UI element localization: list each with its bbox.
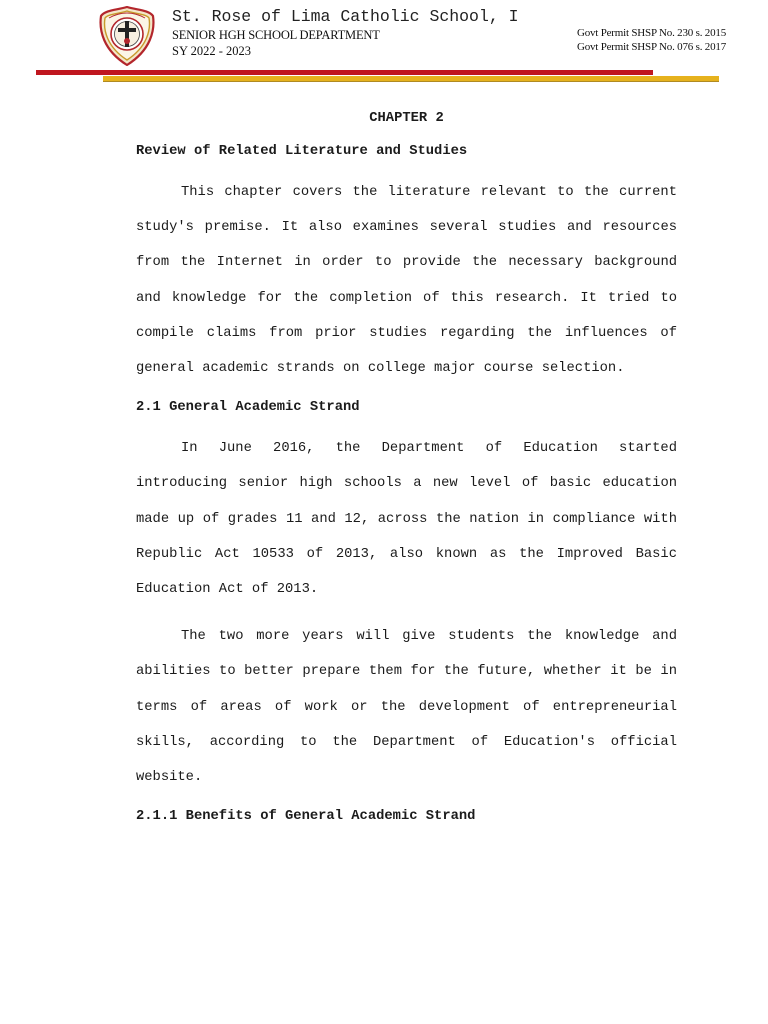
letterhead [0, 0, 768, 90]
divider-underline [103, 81, 719, 82]
document-body [136, 110, 677, 826]
section-2-1-paragraph-2: The two more years will give students the knowledge and abilities to better prepare them for the future, whether it be in terms of areas of work or the development of entrepreneurial skills, according to the Department of Education's official website. [136, 629, 677, 786]
department-name: SENIOR HGH SCHOOL DEPARTMENT [172, 28, 380, 42]
chapter-label: CHAPTER 2 [369, 111, 444, 126]
intro-paragraph: This chapter covers the literature relevant to the current study's premise. It also examines several studies and resources from the Internet in order to provide the necessary background and knowledge for the completion of this research. It tried to compile claims from prior studies regarding the influences of general academic strands on college major course selection. [136, 185, 677, 377]
school-year: SY 2022 - 2023 [172, 44, 252, 58]
section-heading-2-1: 2.1 General Academic Strand [136, 400, 360, 416]
government-permits [577, 26, 726, 54]
chapter-title: Review of Related Literature and Studies [136, 144, 468, 159]
permit-line-1: Govt Permit SHSP No. 230 s. 2015 [576, 27, 726, 39]
red-divider-bar [36, 70, 653, 75]
school-seal-icon [99, 6, 155, 66]
section-2-1-paragraph-1: In June 2016, the Department of Education started introducing senior high schools a new level of basic education made up of grades 11 and 12, across the nation in compliance with Republic Act 10533 of 2013, also known as the Improved Basic Education Act of 2013. [136, 441, 677, 598]
permit-line-2: Govt Permit SHSP No. 076 s. 2017 [576, 41, 726, 53]
section-heading-2-1-1: 2.1.1 Benefits of General Academic Strand [136, 809, 476, 825]
school-name: St. Rose of Lima Catholic School, I [172, 7, 519, 26]
